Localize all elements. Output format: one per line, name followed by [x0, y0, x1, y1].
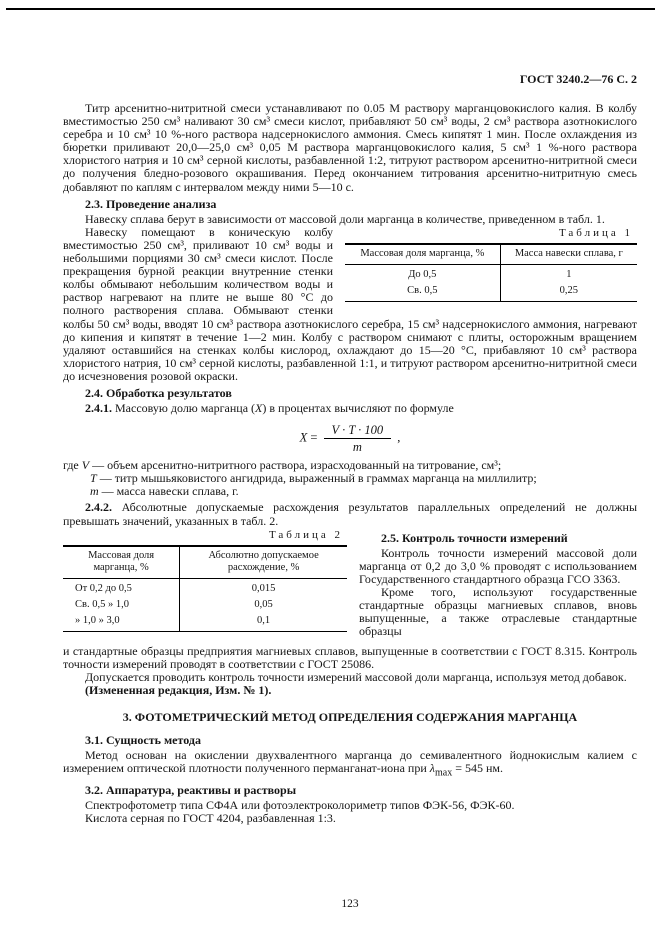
- paragraph-control-4: Допускается проводить контроль точности измерений массовой доли марганца, используя метод добавок.: [85, 669, 627, 684]
- formula-numerator: V · T · 100: [324, 423, 392, 439]
- heading-3-1: 3.1. Сущность метода: [85, 733, 201, 748]
- table-1-header-mass-fraction: Массовая доля марганца, %: [345, 244, 500, 265]
- table-row: [63, 597, 347, 613]
- table-2-cell: 0,05: [254, 598, 273, 610]
- page-frame-line: [6, 8, 655, 10]
- table-1: [345, 243, 637, 302]
- formula-fraction: [324, 423, 392, 454]
- clause-number-2-4-1: 2.4.1.: [85, 401, 112, 416]
- table-2-cell: 0,1: [257, 614, 271, 626]
- table-1-block: [345, 227, 637, 302]
- formula-lhs: X: [299, 430, 308, 445]
- paragraph-2-4-1: [63, 402, 637, 415]
- formula-denominator: m: [352, 440, 362, 455]
- clause-2-4-1-text-post: ) в процентах вычисляют по формуле: [262, 401, 454, 416]
- table-2-cell: От 0,2 до 0,5: [63, 578, 180, 597]
- table-2-caption: Таблица 2: [268, 528, 343, 541]
- table-row: [345, 283, 637, 302]
- paragraph-control-2: Кроме того, используют государственные стандартные образцы магниевых сплавов, вновь выпущенные, а также отраслевые стандартные образцы: [359, 585, 637, 639]
- method-text-pre: Метод основан на окислении двухвалентного марганца до семивалентного йоднокислым калием с измерением оптической плотности полученного перманганат-иона при: [63, 748, 637, 776]
- table-row: [345, 264, 637, 283]
- paragraph-control-3: и стандартные образцы предприятия магниевых сплавов, выпущенные в соответствии с ГОСТ 8.315. Контроль точности измерений проводят в соответствии с ГОСТ 25086.: [63, 643, 637, 671]
- table-row: [63, 613, 347, 632]
- formula-tail: ,: [397, 430, 401, 445]
- table-2-cell: 0,015: [251, 582, 276, 594]
- table-2-cell: Св. 0,5 » 1,0: [63, 597, 180, 613]
- paragraph-analysis: Навеску помещают в коническую колбу вместимостью 250 см³, приливают 10 см³ воды и небольшими порциями 30 см³ смеси кислот. После прекращения бурной реакции внутренние стенки колбы обмывают небольшим количеством воды и раствор нагревают на плите не выше 80 °С до полного растворения сплава. Обмывают стенки колбы 50 см³ воды, вводят 10 см³ раствора азотнокислого серебра, 15 см³ надсернокислого аммония, нагревают до кипения и кипятят в течение 1—2 мин. Колбу с раствором снимают с плиты, осторожным вращением удаляют оставшийся на стенках колбы кислород, охлаждают до 15—20 °С, прибавляют 10 см³ раствора хлористого натрия, 10 см³ серной кислоты, разбавленной 1:1, и титруют раствором арсенитно-нитритной смеси до исчезновения розовой окраски.: [63, 224, 637, 383]
- table-1-cell: Св. 0,5: [345, 283, 500, 302]
- table-2-header-mass-fraction: Массовая доля марганца, %: [63, 546, 180, 579]
- paragraph-method: [63, 749, 637, 780]
- definition-m-text: — масса навески сплава, г.: [101, 484, 239, 499]
- table-2-block: [63, 529, 347, 641]
- paragraph-control-1: Контроль точности измерений массовой доли марганца от 0,2 до 3,0 % проводят с использованием Государственного стандартного образца ГСО 3363.: [359, 545, 637, 586]
- table-2-header-row: [63, 546, 347, 579]
- lambda-symbol: λ: [429, 761, 435, 776]
- definition-t-text: — титр мышьяковистого ангидрида, выраженный в граммах марганца на миллилитр;: [99, 471, 537, 486]
- heading-2-3: 2.3. Проведение анализа: [85, 196, 217, 211]
- table-1-cell: До 0,5: [345, 264, 500, 283]
- variable-v: V: [81, 458, 90, 473]
- formula-equals: =: [310, 430, 318, 445]
- heading-2-5: 2.5. Контроль точности измерений: [381, 530, 568, 545]
- table-1-cell: 1: [566, 268, 572, 280]
- clause-2-4-1-text-pre: Массовую долю марганца (: [115, 401, 256, 416]
- clause-number-2-4-2: 2.4.2.: [85, 500, 112, 515]
- definition-m: [63, 485, 637, 498]
- page-number: 123: [341, 898, 359, 910]
- table-1-cell: 0,25: [559, 284, 579, 296]
- amendment-note: (Измененная редакция, Изм. № 1).: [85, 682, 272, 697]
- paragraph-2-4-2: [63, 501, 637, 527]
- doc-reference: ГОСТ 3240.2—76 С. 2: [519, 72, 637, 86]
- heading-3-2: 3.2. Аппаратура, реактивы и растворы: [85, 782, 297, 797]
- paragraph-apparatus-1: Спектрофотометр типа СФ4А или фотоэлектроколориметр типов ФЭК-56, ФЭК-60.: [85, 797, 515, 812]
- formula-definitions: [63, 459, 637, 498]
- heading-2-4: 2.4. Обработка результатов: [85, 385, 232, 400]
- table-2-header-discrepancy: Абсолютно допускаемое расхождение, %: [180, 546, 347, 579]
- paragraph-sample-intro: Навеску сплава берут в зависимости от массовой доли марганца в количестве, приведенном в табл. 1.: [85, 211, 605, 226]
- where-lead: где: [63, 458, 79, 473]
- manganese-formula: [63, 423, 637, 454]
- paragraph-titre: Титр арсенитно-нитритной смеси устанавливают по 0.05 М раствору марганцовокислого калия. В колбу вместимостью 250 см³ наливают 30 см³ смеси кислот, прибавляют 50 см³ воды, 2 см³ раствора азотнокислого серебра и 10 см³ 10 %-ного раствора надсернокислого аммония. Смесь кипятят 1 мин. После охлаждения из бюретки приливают 20,0—25,0 см³ 0,05 М раствора марганцовокислого калия, 5 см³ 1 %-ного раствора хлористого натрия и 10 см³ серной кислоты, разбавленной 1:2, титруют раствором арсенитно-нитритной смеси до получения бледно-розового окрашивания. Перед окончанием титрования арсенитно-нитритную смесь добавляют по каплям с интервалом между ними 5—10 с.: [63, 101, 637, 194]
- table-2: [63, 545, 347, 632]
- clause-2-4-2-text: Абсолютные допускаемые расхождения результатов параллельных определений не должны превышать значений, указанных в табл. 2.: [63, 500, 638, 528]
- table-1-header-row: [345, 244, 637, 265]
- table-1-caption: Таблица 1: [558, 226, 633, 239]
- method-text-post: = 545 нм.: [452, 761, 503, 776]
- heading-3: 3. ФОТОМЕТРИЧЕСКИЙ МЕТОД ОПРЕДЕЛЕНИЯ СОДЕРЖАНИЯ МАРГАНЦА: [122, 710, 578, 724]
- table-2-cell: » 1,0 » 3,0: [63, 613, 180, 632]
- variable-t: Т: [90, 471, 97, 486]
- definition-v-text: — объем арсенитно-нитритного раствора, израсходованный на титрование, см³;: [92, 458, 502, 473]
- table-1-header-sample-mass: Масса навески сплава, г: [500, 244, 637, 265]
- table-row: [63, 578, 347, 597]
- paragraph-apparatus-2: Кислота серная по ГОСТ 4204, разбавленная 1:3.: [85, 810, 336, 825]
- variable-m: т: [90, 484, 99, 499]
- lambda-subscript: max: [434, 767, 453, 779]
- document-content: [63, 102, 637, 825]
- formula-variable-x: X: [255, 401, 263, 416]
